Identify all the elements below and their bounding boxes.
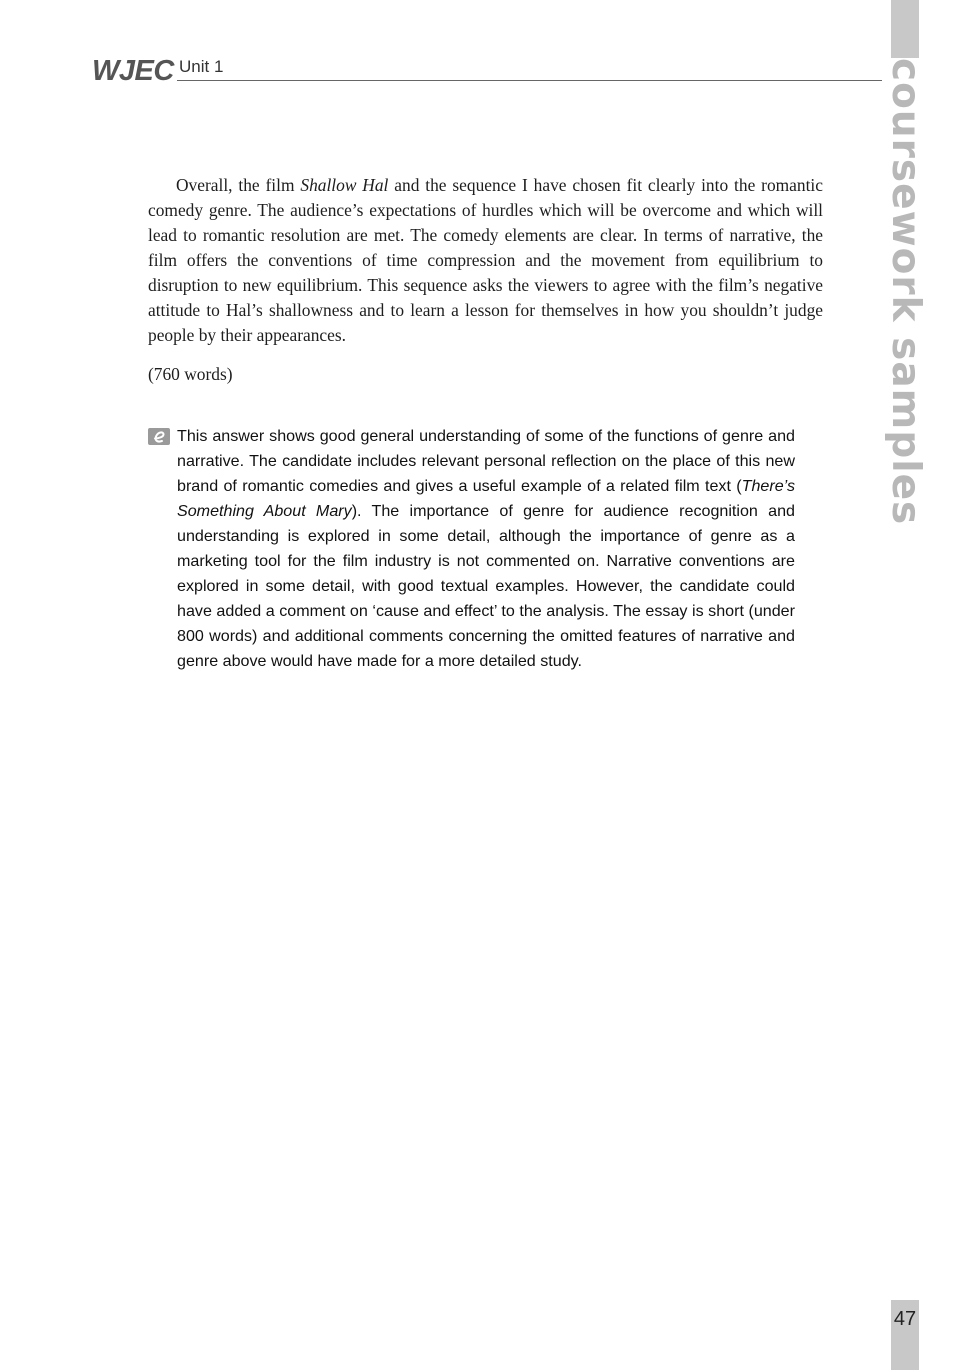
comment-part-1: This answer shows good general understanding of some of the functions of genre and narrative. The candidate includes relevant personal reflection on the place of this new brand of romantic comedies and gives a useful example of a related film text (	[177, 427, 795, 495]
side-tab	[891, 0, 919, 58]
examiner-e-icon	[148, 428, 170, 445]
examiner-comment	[148, 424, 795, 674]
paragraph-lead: Overall, the film	[176, 175, 301, 195]
header-rule	[177, 80, 882, 81]
page-header	[92, 52, 882, 88]
examiner-comment-text	[177, 424, 795, 674]
page-number: 47	[893, 1308, 917, 1330]
unit-label: Unit 1	[179, 57, 224, 76]
essay-conclusion	[148, 173, 823, 387]
side-section-label: coursework samples	[883, 58, 928, 526]
paragraph-rest: and the sequence I have chosen fit clearly into the romantic comedy genre. The audience’s expectations of hurdles which will be overcome and which will lead to romantic resolution are met. The comedy elements are clear. In terms of narrative, the film offers the conventions of time compression and the movement from equilibrium to disruption to new equilibrium. This sequence asks the viewers to agree with the film’s negative attitude to Hal’s shallowness and to learn a lesson for themselves in how you shouldn’t judge people by their appearances.	[148, 175, 823, 345]
comment-film-title: There’s Something About Mary	[177, 477, 795, 520]
film-title: Shallow Hal	[300, 175, 389, 195]
wjec-logo: WJEC	[92, 55, 174, 87]
word-count: (760 words)	[148, 364, 233, 384]
conclusion-paragraph	[148, 173, 823, 348]
comment-part-2: ). The importance of genre for audience recognition and understanding is explored in some detail, although the importance of genre as a marketing tool for the film industry is not commented on. Narrative conventions are explored in some detail, with good textual examples. However, the candidate could have added a comment on ‘cause and effect’ to the analysis. The essay is short (under 800 words) and additional comments concerning the omitted features of narrative and genre above would have made for a more detailed study.	[177, 502, 795, 670]
